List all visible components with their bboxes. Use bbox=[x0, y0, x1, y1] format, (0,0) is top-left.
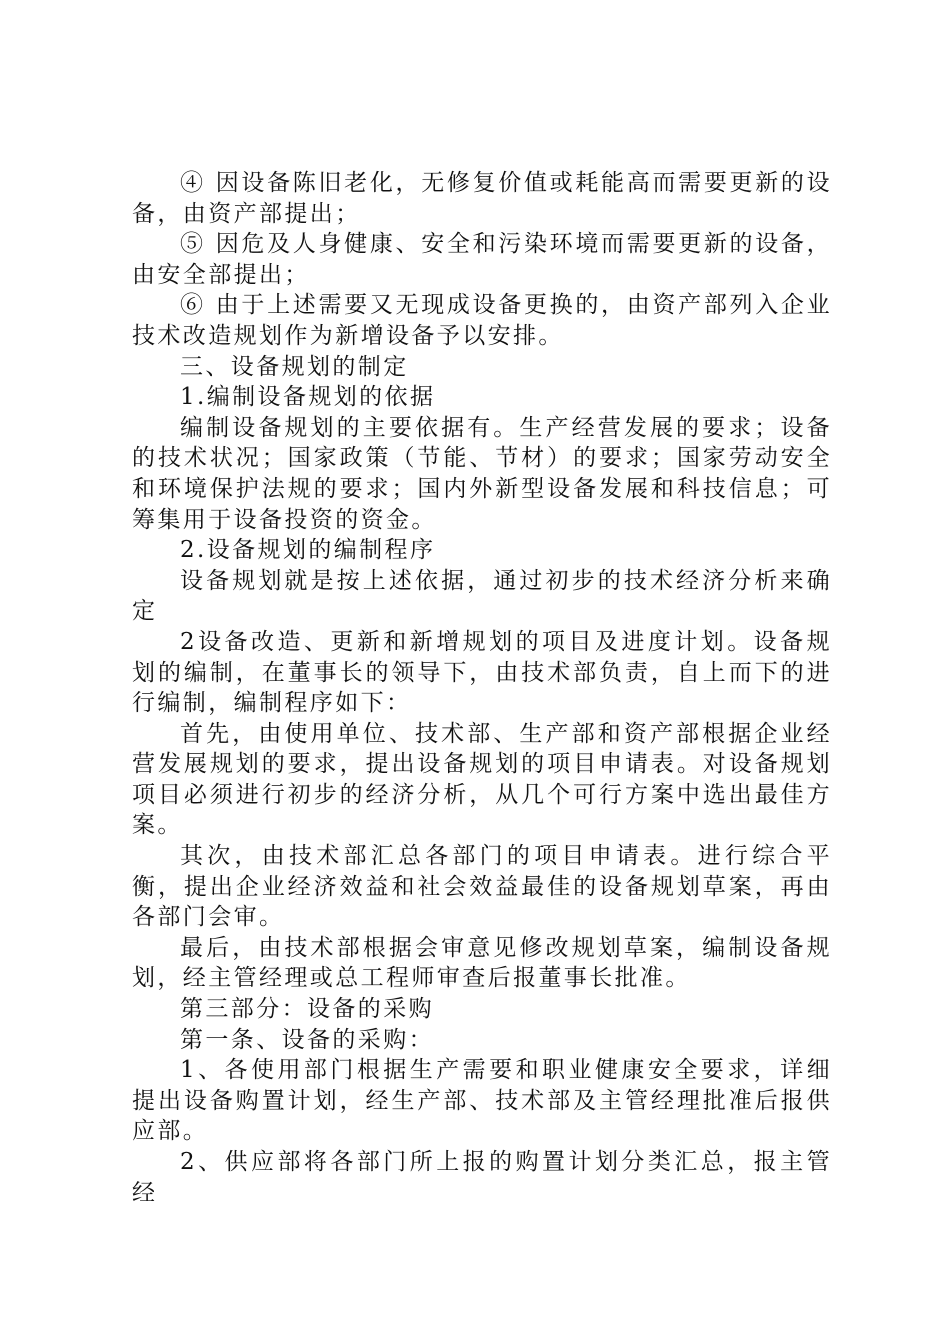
paragraph-procurement-1: 1、各使用部门根据生产需要和职业健康安全要求，详细提出设备购置计划，经生产部、技术部及主管经理批准后报供应部。 bbox=[132, 1057, 832, 1145]
section-heading-planning: 三、设备规划的制定 bbox=[180, 353, 409, 380]
paragraph-planning-scope: 2设备改造、更新和新增规划的项目及进度计划。设备规划的编制，在董事长的领导下，由技术部负责，自上而下的进行编制，编制程序如下： bbox=[132, 628, 832, 717]
subheading-planning-basis: 1.编制设备规划的依据 bbox=[180, 384, 436, 411]
paragraph-step-second: 其次，由技术部汇总各部门的项目申请表。进行综合平衡，提出企业经济效益和社会效益最佳的设备规划草案，再由各部门会审。 bbox=[132, 843, 832, 931]
paragraph-item-6-new-equipment: ⑥ 由于上述需要又无现成设备更换的，由资产部列入企业技术改造规划作为新增设备予以安排。 bbox=[132, 292, 832, 349]
paragraph-planning-basis: 编制设备规划的主要依据有。生产经营发展的要求；设备的技术状况；国家政策（节能、节材）的要求；国家劳动安全和环境保护法规的要求；国内外新型设备发展和科技信息；可筹集用于设备投资的资金。 bbox=[132, 414, 832, 533]
part-heading-procurement: 第三部分：设备的采购 bbox=[180, 996, 434, 1023]
document-body bbox=[132, 168, 832, 1208]
paragraph-item-5-safety: ⑤ 因危及人身健康、安全和污染环境而需要更新的设备，由安全部提出； bbox=[132, 231, 832, 288]
paragraph-procurement-2: 2、供应部将各部门所上报的购置计划分类汇总，报主管经 bbox=[132, 1149, 832, 1206]
article-heading-procurement: 第一条、设备的采购： bbox=[180, 1026, 434, 1053]
paragraph-planning-definition: 设备规划就是按上述依据，通过初步的技术经济分析来确定 bbox=[132, 567, 832, 625]
paragraph-step-first: 首先，由使用单位、技术部、生产部和资产部根据企业经营发展规划的要求，提出设备规划的项目申请表。对设备规划项目必须进行初步的经济分析，从几个可行方案中选出最佳方案。 bbox=[132, 720, 832, 839]
subheading-planning-procedure: 2.设备规划的编制程序 bbox=[180, 537, 436, 564]
paragraph-item-4-renewal: ④ 因设备陈旧老化，无修复价值或耗能高而需要更新的设备，由资产部提出； bbox=[132, 170, 832, 227]
paragraph-step-last: 最后，由技术部根据会审意见修改规划草案，编制设备规划，经主管经理或总工程师审查后报董事长批准。 bbox=[132, 934, 832, 992]
